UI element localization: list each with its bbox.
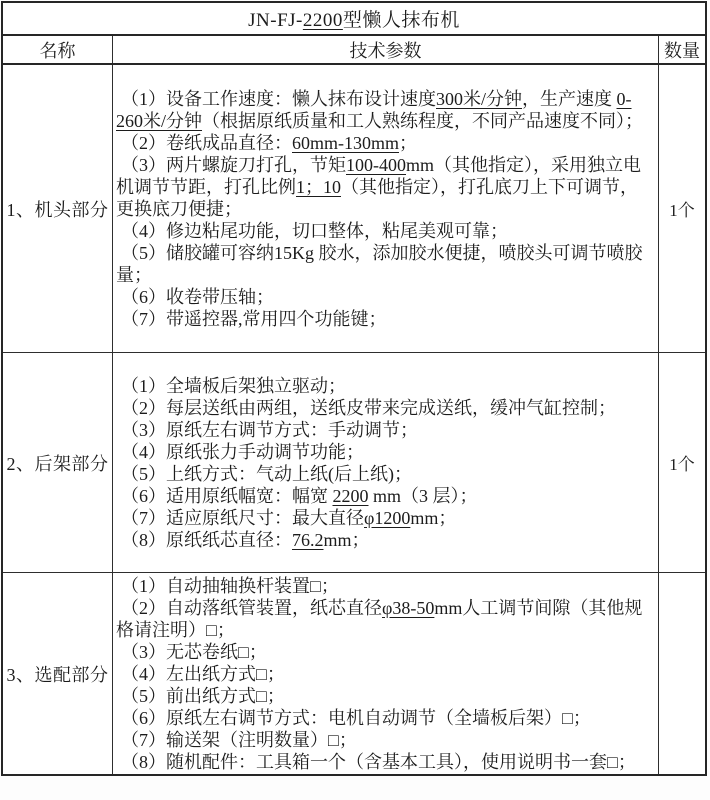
text-run: （1）设备工作速度：懒人抹布设计速度: [121, 88, 436, 109]
text-run: mm（3 层）；: [368, 485, 478, 506]
spec-items-cell: [113, 573, 659, 774]
text-run: （3）两片螺旋刀打孔，节矩: [121, 154, 346, 175]
spec-items-cell: [113, 353, 659, 572]
col-header-qty: 数量: [664, 40, 700, 61]
col-header-params: 技术参数: [113, 36, 659, 63]
text-run: （5）上纸方式：气动上纸(后上纸)；: [121, 463, 412, 484]
spec-item: [116, 685, 653, 707]
text-run: mm；: [410, 507, 457, 528]
text-run: （7）带遥控器,常用四个功能键；: [121, 308, 387, 329]
text-run: （7）输送架（注明数量）□；: [121, 729, 357, 750]
spec-item: [116, 707, 653, 729]
text-run: （1）全墙板后架独立驱动；: [121, 375, 346, 396]
quantity-cell: [659, 573, 705, 774]
text-run: （2）自动落纸管装置，纸芯直径: [121, 597, 382, 618]
underlined-value: 1；10: [296, 176, 341, 197]
text-run: （6）适用原纸幅宽：幅宽: [121, 485, 333, 506]
spec-item: [116, 441, 653, 463]
underlined-value: 0-260米/分钟: [116, 88, 632, 131]
text-run: ；: [399, 132, 417, 153]
spec-item: [116, 88, 653, 132]
text-run: （6）收卷带压轴；: [121, 286, 274, 307]
text-run: （2）每层送纸由两组，送纸皮带来完成送纸，缓冲气缸控制；: [121, 397, 616, 418]
spec-item: [116, 220, 653, 242]
spec-item: [116, 529, 653, 551]
underlined-value: 60mm-130mm: [292, 132, 399, 153]
table-row: [3, 65, 705, 353]
spec-item: [116, 663, 653, 685]
spec-item: [116, 286, 653, 308]
text-run: （4）左出纸方式□；: [121, 663, 285, 684]
text-run: （4）修边粘尾功能，切口整体，粘尾美观可靠；: [121, 220, 508, 241]
spec-item: [116, 375, 653, 397]
section-name-cell: 1、机头部分: [3, 65, 113, 352]
table-row: [3, 353, 705, 573]
text-run: ，生产速度: [522, 88, 617, 109]
spec-item: [116, 242, 653, 286]
text-run: JN-FJ-: [248, 10, 303, 31]
spec-item: [116, 751, 653, 773]
underlined-value: 2200: [302, 10, 343, 31]
spec-table: [1, 1, 707, 776]
underlined-value: 100-400: [346, 154, 406, 175]
text-run: （3）原纸左右调节方式：手动调节；: [121, 419, 418, 440]
spec-items-cell: [113, 65, 659, 352]
underlined-value: 300米/分钟: [436, 88, 523, 109]
table-header-row: [3, 36, 705, 65]
spec-item: [116, 132, 653, 154]
text-run: 型懒人抹布机: [342, 10, 460, 31]
spec-item: [116, 154, 653, 220]
spec-item: [116, 729, 653, 751]
spec-item: [116, 641, 653, 663]
document-title-text: [248, 5, 460, 32]
text-run: （8）原纸纸芯直径：: [121, 529, 292, 550]
text-run: （根据原纸质量和工人熟练程度，不同产品速度不同）；: [202, 110, 644, 131]
text-run: mm；: [323, 529, 370, 550]
text-run: （7）适应原纸尺寸：最大直径: [121, 507, 364, 528]
col-header-name: 名称: [3, 36, 113, 63]
document-title: [3, 3, 705, 36]
section-name-cell: 2、后架部分: [3, 353, 113, 572]
underlined-value: φ1200: [364, 507, 411, 528]
text-run: mm人工调节间隙（其他规格请注明）□；: [116, 597, 643, 640]
spec-item: [116, 485, 653, 507]
section-name-cell: 3、选配部分: [3, 573, 113, 774]
spec-item: [116, 308, 653, 330]
spec-item: [116, 419, 653, 441]
text-run: （2）卷纸成品直径：: [121, 132, 292, 153]
spec-item: [116, 575, 653, 597]
text-run: （6）原纸左右调节方式：电机自动调节（全墙板后架）□；: [121, 707, 591, 728]
quantity-cell: 1个: [669, 455, 695, 474]
underlined-value: 76.2: [292, 529, 324, 550]
text-run: （4）原纸张力手动调节功能；: [121, 441, 364, 462]
text-run: mm（其他指定），采用独立电机调节节距，打孔比例: [116, 154, 642, 197]
underlined-value: 2200: [332, 485, 369, 506]
quantity-cell: 1个: [669, 201, 695, 220]
text-run: （5）前出纸方式□；: [121, 685, 285, 706]
spec-item: [116, 463, 653, 485]
table-row: [3, 573, 705, 774]
text-run: （8）随机配件：工具箱一个（含基本工具），使用说明书一套□；: [121, 751, 636, 772]
underlined-value: φ38-50: [382, 597, 435, 618]
spec-item: [116, 397, 653, 419]
text-run: （3）无芯卷纸□；: [121, 641, 267, 662]
text-run: （1）自动抽轴换杆装置□；: [121, 575, 339, 596]
spec-item: [116, 597, 653, 641]
text-run: （其他指定），打孔底刀上下可调节，更换底刀便捷；: [116, 176, 638, 219]
spec-item: [116, 507, 653, 529]
text-run: （5）储胶罐可容纳15Kg 胶水，添加胶水便捷，喷胶头可调节喷胶量；: [116, 242, 643, 285]
